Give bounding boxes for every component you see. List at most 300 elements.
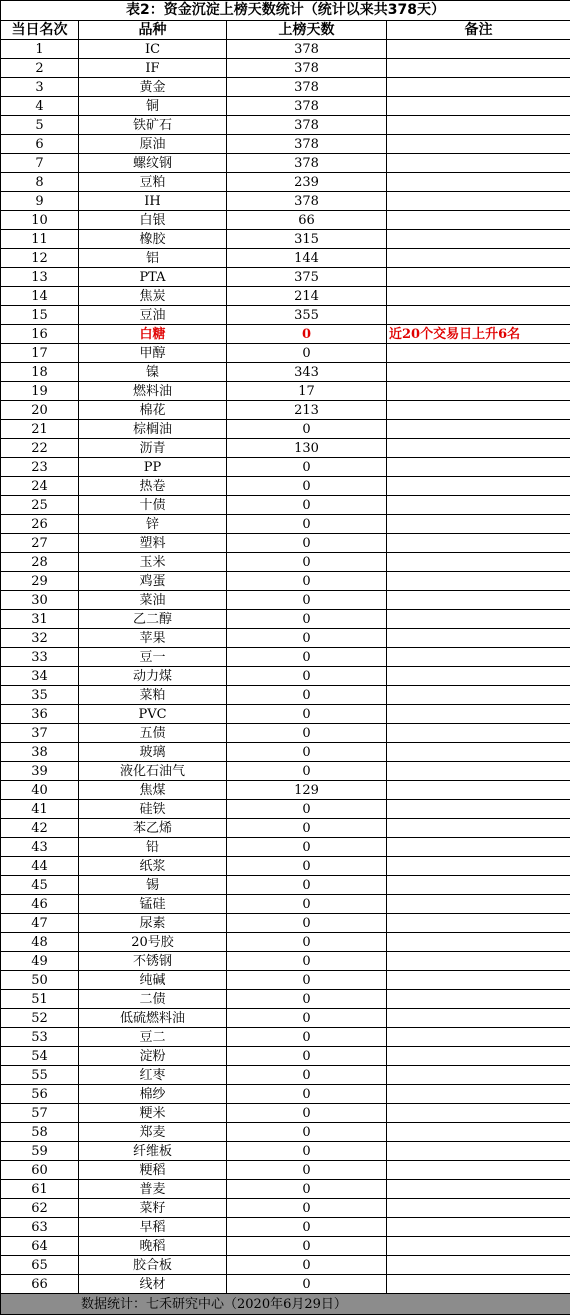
name-cell: 白银 bbox=[79, 211, 227, 230]
days-cell: 0 bbox=[227, 1047, 387, 1066]
note-cell bbox=[387, 287, 570, 306]
name-cell: 苹果 bbox=[79, 629, 227, 648]
rank-cell: 57 bbox=[1, 1104, 79, 1123]
rank-cell: 25 bbox=[1, 496, 79, 515]
table-row bbox=[1, 173, 570, 192]
name-cell: 二债 bbox=[79, 990, 227, 1009]
note-cell bbox=[387, 439, 570, 458]
name-cell: 晚稻 bbox=[79, 1237, 227, 1256]
days-cell: 378 bbox=[227, 59, 387, 78]
rank-cell: 16 bbox=[1, 325, 79, 344]
name-cell: 玻璃 bbox=[79, 743, 227, 762]
table-row bbox=[1, 1104, 570, 1123]
rank-cell: 45 bbox=[1, 876, 79, 895]
name-cell: 橡胶 bbox=[79, 230, 227, 249]
note-cell bbox=[387, 1047, 570, 1066]
name-cell: 尿素 bbox=[79, 914, 227, 933]
table-row bbox=[1, 116, 570, 135]
days-cell: 0 bbox=[227, 591, 387, 610]
rank-cell: 14 bbox=[1, 287, 79, 306]
table-row bbox=[1, 59, 570, 78]
table-row bbox=[1, 1009, 570, 1028]
note-cell bbox=[387, 667, 570, 686]
name-cell: 棕榈油 bbox=[79, 420, 227, 439]
table-row bbox=[1, 724, 570, 743]
name-cell: 锌 bbox=[79, 515, 227, 534]
name-cell: 玉米 bbox=[79, 553, 227, 572]
table-row bbox=[1, 1199, 570, 1218]
note-cell bbox=[387, 154, 570, 173]
rank-cell: 52 bbox=[1, 1009, 79, 1028]
name-cell: 普麦 bbox=[79, 1180, 227, 1199]
note-cell bbox=[387, 971, 570, 990]
note-cell bbox=[387, 40, 570, 59]
rank-cell: 40 bbox=[1, 781, 79, 800]
rank-cell: 38 bbox=[1, 743, 79, 762]
days-cell: 0 bbox=[227, 420, 387, 439]
table-row bbox=[1, 1066, 570, 1085]
table-row bbox=[1, 1123, 570, 1142]
rank-cell: 41 bbox=[1, 800, 79, 819]
table-row bbox=[1, 1161, 570, 1180]
days-cell: 378 bbox=[227, 192, 387, 211]
days-cell: 0 bbox=[227, 1085, 387, 1104]
days-cell: 17 bbox=[227, 382, 387, 401]
note-cell bbox=[387, 1275, 570, 1294]
days-cell: 315 bbox=[227, 230, 387, 249]
days-cell: 0 bbox=[227, 610, 387, 629]
table-row bbox=[1, 496, 570, 515]
table-row bbox=[1, 705, 570, 724]
name-cell: 动力煤 bbox=[79, 667, 227, 686]
table-row bbox=[1, 268, 570, 287]
name-cell: 棉花 bbox=[79, 401, 227, 420]
note-cell bbox=[387, 876, 570, 895]
note-cell bbox=[387, 382, 570, 401]
name-cell: IC bbox=[79, 40, 227, 59]
table-row bbox=[1, 287, 570, 306]
table-row bbox=[1, 439, 570, 458]
name-cell: PP bbox=[79, 458, 227, 477]
note-cell bbox=[387, 572, 570, 591]
table-row bbox=[1, 553, 570, 572]
note-cell bbox=[387, 1218, 570, 1237]
rank-cell: 4 bbox=[1, 97, 79, 116]
rank-cell: 62 bbox=[1, 1199, 79, 1218]
table-row bbox=[1, 914, 570, 933]
rank-cell: 50 bbox=[1, 971, 79, 990]
days-cell: 0 bbox=[227, 819, 387, 838]
days-cell: 0 bbox=[227, 990, 387, 1009]
note-cell bbox=[387, 610, 570, 629]
name-cell: 线材 bbox=[79, 1275, 227, 1294]
header-name: 品种 bbox=[79, 21, 227, 40]
table-row bbox=[1, 458, 570, 477]
days-cell: 0 bbox=[227, 705, 387, 724]
name-cell: 鸡蛋 bbox=[79, 572, 227, 591]
name-cell: IH bbox=[79, 192, 227, 211]
table-row bbox=[1, 211, 570, 230]
rank-cell: 36 bbox=[1, 705, 79, 724]
days-cell: 0 bbox=[227, 1066, 387, 1085]
note-cell bbox=[387, 990, 570, 1009]
days-cell: 144 bbox=[227, 249, 387, 268]
name-cell: PTA bbox=[79, 268, 227, 287]
table-row bbox=[1, 1142, 570, 1161]
rank-cell: 3 bbox=[1, 78, 79, 97]
note-cell bbox=[387, 838, 570, 857]
note-cell bbox=[387, 1256, 570, 1275]
table-row bbox=[1, 78, 570, 97]
table-row bbox=[1, 667, 570, 686]
name-cell: 菜粕 bbox=[79, 686, 227, 705]
rank-cell: 15 bbox=[1, 306, 79, 325]
table-title: 表2：资金沉淀上榜天数统计（统计以来共378天） bbox=[1, 1, 570, 21]
note-cell bbox=[387, 249, 570, 268]
days-cell: 129 bbox=[227, 781, 387, 800]
name-cell: 早稻 bbox=[79, 1218, 227, 1237]
rank-cell: 32 bbox=[1, 629, 79, 648]
name-cell: 锡 bbox=[79, 876, 227, 895]
table-row bbox=[1, 325, 570, 344]
table-row bbox=[1, 952, 570, 971]
days-cell: 0 bbox=[227, 952, 387, 971]
rank-cell: 43 bbox=[1, 838, 79, 857]
rank-cell: 6 bbox=[1, 135, 79, 154]
table-row bbox=[1, 610, 570, 629]
name-cell: 原油 bbox=[79, 135, 227, 154]
name-cell: 塑料 bbox=[79, 534, 227, 553]
table-row bbox=[1, 781, 570, 800]
rank-cell: 59 bbox=[1, 1142, 79, 1161]
days-cell: 0 bbox=[227, 534, 387, 553]
rank-cell: 61 bbox=[1, 1180, 79, 1199]
days-cell: 0 bbox=[227, 1199, 387, 1218]
name-cell: 豆一 bbox=[79, 648, 227, 667]
note-cell bbox=[387, 59, 570, 78]
rank-cell: 19 bbox=[1, 382, 79, 401]
name-cell: 豆油 bbox=[79, 306, 227, 325]
name-cell: PVC bbox=[79, 705, 227, 724]
rank-cell: 22 bbox=[1, 439, 79, 458]
name-cell: 20号胶 bbox=[79, 933, 227, 952]
note-cell bbox=[387, 97, 570, 116]
name-cell: 菜籽 bbox=[79, 1199, 227, 1218]
table-row bbox=[1, 382, 570, 401]
rank-cell: 31 bbox=[1, 610, 79, 629]
days-cell: 0 bbox=[227, 686, 387, 705]
name-cell: 淀粉 bbox=[79, 1047, 227, 1066]
table-row bbox=[1, 534, 570, 553]
note-cell bbox=[387, 895, 570, 914]
name-cell: 纤维板 bbox=[79, 1142, 227, 1161]
rank-cell: 35 bbox=[1, 686, 79, 705]
name-cell: 白糖 bbox=[79, 325, 227, 344]
rank-cell: 8 bbox=[1, 173, 79, 192]
table-row bbox=[1, 401, 570, 420]
note-cell bbox=[387, 1161, 570, 1180]
table-row bbox=[1, 420, 570, 439]
table-row bbox=[1, 648, 570, 667]
note-cell bbox=[387, 1104, 570, 1123]
note-cell bbox=[387, 629, 570, 648]
name-cell: 甲醇 bbox=[79, 344, 227, 363]
rank-cell: 18 bbox=[1, 363, 79, 382]
rank-cell: 11 bbox=[1, 230, 79, 249]
note-cell bbox=[387, 1180, 570, 1199]
note-cell: 近20个交易日上升6名 bbox=[387, 325, 570, 344]
days-cell: 0 bbox=[227, 515, 387, 534]
rank-cell: 13 bbox=[1, 268, 79, 287]
rank-cell: 7 bbox=[1, 154, 79, 173]
note-cell bbox=[387, 1199, 570, 1218]
days-cell: 0 bbox=[227, 629, 387, 648]
days-cell: 0 bbox=[227, 857, 387, 876]
rank-cell: 29 bbox=[1, 572, 79, 591]
table-row bbox=[1, 819, 570, 838]
note-cell bbox=[387, 591, 570, 610]
table-row bbox=[1, 895, 570, 914]
note-cell bbox=[387, 933, 570, 952]
table-row bbox=[1, 477, 570, 496]
days-cell: 0 bbox=[227, 933, 387, 952]
table-row bbox=[1, 306, 570, 325]
note-cell bbox=[387, 192, 570, 211]
rank-cell: 24 bbox=[1, 477, 79, 496]
table-row bbox=[1, 800, 570, 819]
table-row bbox=[1, 591, 570, 610]
note-cell bbox=[387, 1123, 570, 1142]
note-cell bbox=[387, 1066, 570, 1085]
note-cell bbox=[387, 363, 570, 382]
note-cell bbox=[387, 211, 570, 230]
note-cell bbox=[387, 762, 570, 781]
days-cell: 0 bbox=[227, 876, 387, 895]
name-cell: 苯乙烯 bbox=[79, 819, 227, 838]
rank-cell: 58 bbox=[1, 1123, 79, 1142]
rank-cell: 1 bbox=[1, 40, 79, 59]
name-cell: 燃料油 bbox=[79, 382, 227, 401]
header-note: 备注 bbox=[387, 21, 570, 40]
header-row bbox=[1, 21, 570, 40]
rank-cell: 42 bbox=[1, 819, 79, 838]
note-cell bbox=[387, 914, 570, 933]
days-cell: 0 bbox=[227, 762, 387, 781]
table-row bbox=[1, 629, 570, 648]
days-cell: 378 bbox=[227, 135, 387, 154]
note-cell bbox=[387, 78, 570, 97]
rank-cell: 10 bbox=[1, 211, 79, 230]
days-cell: 0 bbox=[227, 667, 387, 686]
table-row bbox=[1, 249, 570, 268]
name-cell: 不锈钢 bbox=[79, 952, 227, 971]
name-cell: 粳稻 bbox=[79, 1161, 227, 1180]
note-cell bbox=[387, 1009, 570, 1028]
rank-cell: 48 bbox=[1, 933, 79, 952]
days-cell: 378 bbox=[227, 97, 387, 116]
note-cell bbox=[387, 306, 570, 325]
rank-cell: 55 bbox=[1, 1066, 79, 1085]
rank-cell: 34 bbox=[1, 667, 79, 686]
days-cell: 0 bbox=[227, 838, 387, 857]
note-cell bbox=[387, 781, 570, 800]
note-cell bbox=[387, 724, 570, 743]
days-cell: 378 bbox=[227, 40, 387, 59]
name-cell: 镍 bbox=[79, 363, 227, 382]
days-cell: 378 bbox=[227, 116, 387, 135]
note-cell bbox=[387, 705, 570, 724]
rank-cell: 44 bbox=[1, 857, 79, 876]
note-cell bbox=[387, 116, 570, 135]
days-cell: 0 bbox=[227, 1028, 387, 1047]
footer-row bbox=[1, 1294, 570, 1315]
note-cell bbox=[387, 819, 570, 838]
name-cell: 铜 bbox=[79, 97, 227, 116]
table-row bbox=[1, 838, 570, 857]
note-cell bbox=[387, 515, 570, 534]
rank-cell: 54 bbox=[1, 1047, 79, 1066]
days-cell: 355 bbox=[227, 306, 387, 325]
rank-cell: 30 bbox=[1, 591, 79, 610]
rank-cell: 66 bbox=[1, 1275, 79, 1294]
name-cell: 乙二醇 bbox=[79, 610, 227, 629]
note-cell bbox=[387, 686, 570, 705]
table-row bbox=[1, 1085, 570, 1104]
rank-cell: 65 bbox=[1, 1256, 79, 1275]
rank-cell: 60 bbox=[1, 1161, 79, 1180]
name-cell: IF bbox=[79, 59, 227, 78]
note-cell bbox=[387, 496, 570, 515]
name-cell: 热卷 bbox=[79, 477, 227, 496]
note-cell bbox=[387, 743, 570, 762]
table-row bbox=[1, 40, 570, 59]
note-cell bbox=[387, 952, 570, 971]
name-cell: 焦煤 bbox=[79, 781, 227, 800]
name-cell: 低硫燃料油 bbox=[79, 1009, 227, 1028]
table-row bbox=[1, 971, 570, 990]
table-row bbox=[1, 1218, 570, 1237]
rank-cell: 63 bbox=[1, 1218, 79, 1237]
note-cell bbox=[387, 553, 570, 572]
note-cell bbox=[387, 477, 570, 496]
days-cell: 0 bbox=[227, 477, 387, 496]
rank-cell: 47 bbox=[1, 914, 79, 933]
note-cell bbox=[387, 1237, 570, 1256]
name-cell: 沥青 bbox=[79, 439, 227, 458]
name-cell: 十债 bbox=[79, 496, 227, 515]
rank-cell: 5 bbox=[1, 116, 79, 135]
rank-cell: 64 bbox=[1, 1237, 79, 1256]
name-cell: 五债 bbox=[79, 724, 227, 743]
table-row bbox=[1, 762, 570, 781]
days-cell: 213 bbox=[227, 401, 387, 420]
days-cell: 0 bbox=[227, 1123, 387, 1142]
table-row bbox=[1, 363, 570, 382]
name-cell: 液化石油气 bbox=[79, 762, 227, 781]
table-row bbox=[1, 1180, 570, 1199]
header-days: 上榜天数 bbox=[227, 21, 387, 40]
rank-cell: 53 bbox=[1, 1028, 79, 1047]
note-cell bbox=[387, 344, 570, 363]
rank-cell: 37 bbox=[1, 724, 79, 743]
table-row bbox=[1, 515, 570, 534]
note-cell bbox=[387, 648, 570, 667]
table-row bbox=[1, 97, 570, 116]
table-row bbox=[1, 1256, 570, 1275]
days-cell: 0 bbox=[227, 553, 387, 572]
table-row bbox=[1, 876, 570, 895]
days-cell: 0 bbox=[227, 344, 387, 363]
days-cell: 0 bbox=[227, 458, 387, 477]
name-cell: 胶合板 bbox=[79, 1256, 227, 1275]
note-cell bbox=[387, 230, 570, 249]
note-cell bbox=[387, 1028, 570, 1047]
name-cell: 螺纹钢 bbox=[79, 154, 227, 173]
note-cell bbox=[387, 173, 570, 192]
name-cell: 粳米 bbox=[79, 1104, 227, 1123]
days-cell: 0 bbox=[227, 1161, 387, 1180]
name-cell: 棉纱 bbox=[79, 1085, 227, 1104]
header-rank: 当日名次 bbox=[1, 21, 79, 40]
days-cell: 0 bbox=[227, 895, 387, 914]
name-cell: 红枣 bbox=[79, 1066, 227, 1085]
days-cell: 343 bbox=[227, 363, 387, 382]
name-cell: 铝 bbox=[79, 249, 227, 268]
rank-cell: 56 bbox=[1, 1085, 79, 1104]
rank-cell: 27 bbox=[1, 534, 79, 553]
table-row bbox=[1, 1275, 570, 1294]
rank-cell: 23 bbox=[1, 458, 79, 477]
title-row bbox=[1, 1, 570, 21]
table-row bbox=[1, 1028, 570, 1047]
name-cell: 豆粕 bbox=[79, 173, 227, 192]
table-row bbox=[1, 135, 570, 154]
days-cell: 0 bbox=[227, 648, 387, 667]
note-cell bbox=[387, 534, 570, 553]
name-cell: 焦炭 bbox=[79, 287, 227, 306]
table-row bbox=[1, 686, 570, 705]
name-cell: 豆二 bbox=[79, 1028, 227, 1047]
rank-cell: 28 bbox=[1, 553, 79, 572]
rank-cell: 46 bbox=[1, 895, 79, 914]
rank-cell: 20 bbox=[1, 401, 79, 420]
name-cell: 纯碱 bbox=[79, 971, 227, 990]
table-row bbox=[1, 572, 570, 591]
rank-cell: 51 bbox=[1, 990, 79, 1009]
table-row bbox=[1, 154, 570, 173]
days-cell: 0 bbox=[227, 325, 387, 344]
days-cell: 378 bbox=[227, 154, 387, 173]
note-cell bbox=[387, 458, 570, 477]
table-row bbox=[1, 230, 570, 249]
note-cell bbox=[387, 401, 570, 420]
days-cell: 66 bbox=[227, 211, 387, 230]
days-cell: 214 bbox=[227, 287, 387, 306]
rank-cell: 26 bbox=[1, 515, 79, 534]
rank-cell: 2 bbox=[1, 59, 79, 78]
rank-cell: 39 bbox=[1, 762, 79, 781]
table-row bbox=[1, 857, 570, 876]
table-row bbox=[1, 990, 570, 1009]
rank-cell: 21 bbox=[1, 420, 79, 439]
days-cell: 0 bbox=[227, 1256, 387, 1275]
name-cell: 铅 bbox=[79, 838, 227, 857]
name-cell: 黄金 bbox=[79, 78, 227, 97]
rank-cell: 33 bbox=[1, 648, 79, 667]
name-cell: 锰硅 bbox=[79, 895, 227, 914]
days-cell: 0 bbox=[227, 1104, 387, 1123]
days-cell: 0 bbox=[227, 971, 387, 990]
